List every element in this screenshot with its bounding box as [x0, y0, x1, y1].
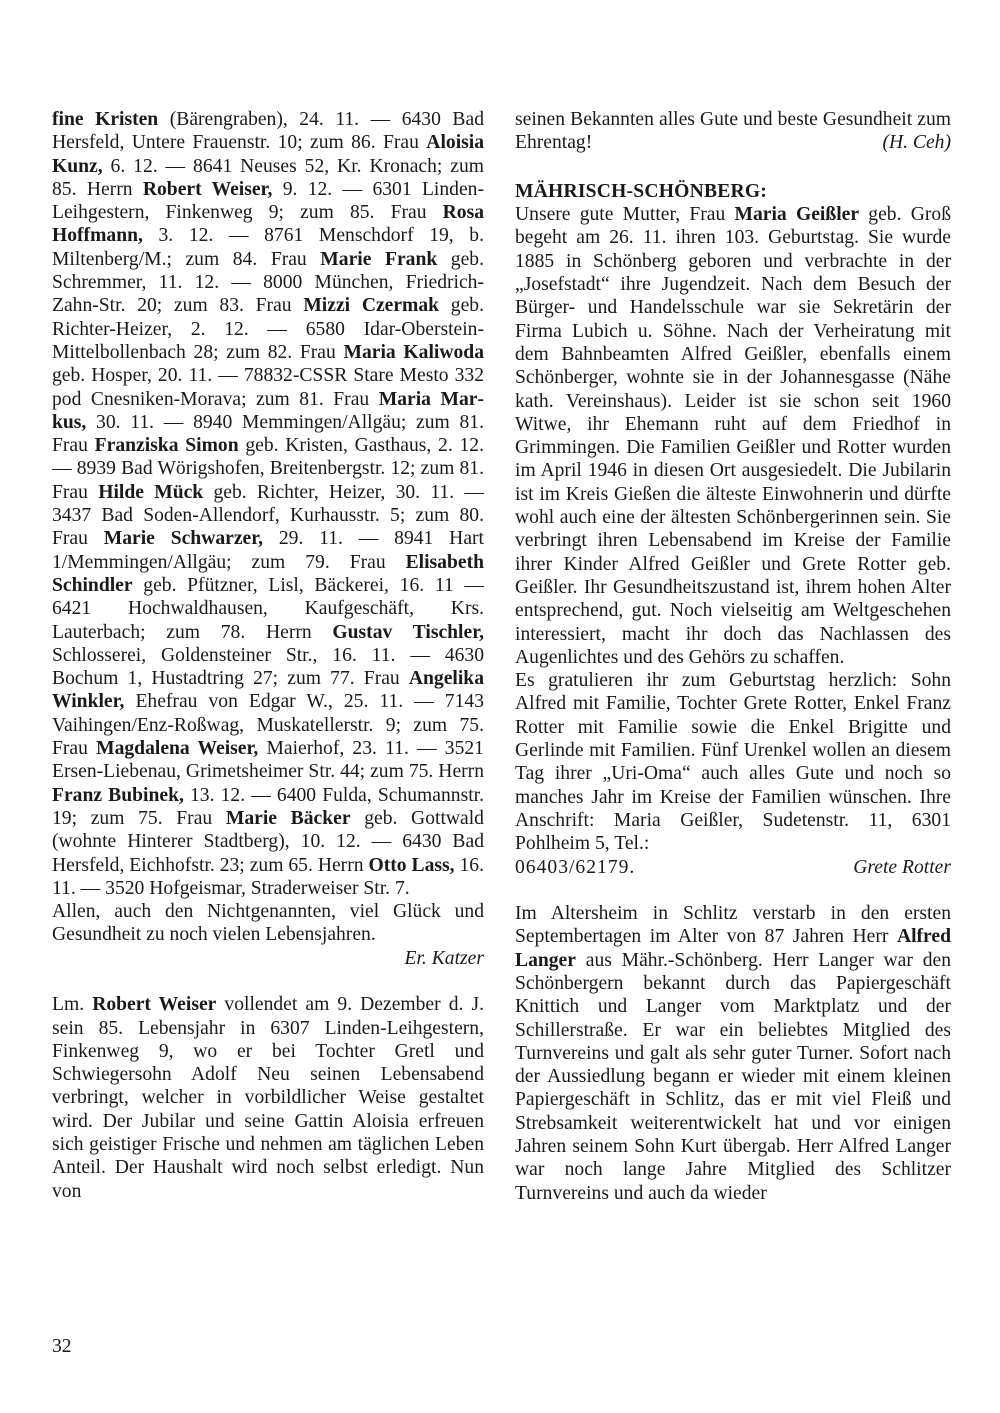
section-heading: MÄHRISCH-SCHÖNBERG: [515, 180, 768, 202]
article-text: vollendet am 9. Dezember d. J. sein 85. Lebensjahr in 6307 Linden-Leihgestern, Finkenweg 9, wo er bei Tochter Gretl und Schwiegersohn Adolf Neu seinen Lebensabend verbringt, welcher in vorbildlicher Weise gestaltet wird. Der Jubilar und seine Gattin Aloisia erfreuen sich geistiger Frische und nehmen am täglichen Leben Anteil. Der Haushalt wird noch selbst erledigt. Nun von [52, 994, 485, 1202]
birthday-details: 30. 11. — 8940 Memmingen/Allgäu; zum 81. Frau [52, 411, 484, 457]
birthday-details: geb. Schremmer, 11. 12. — 8000 München, Friedrich-Zahn-Str. 20; zum 83. Frau [52, 248, 484, 317]
birthday-details: 16. 11. — 3520 Hofgeismar, Straderweiser Str. 7. [52, 854, 484, 899]
article-text: geb. Groß begeht am 26. 11. ihren 103. Geburtstag. Sie wurde 1885 in Schönberg geboren und verbrachte in der „Josefstadt“ ihre Jugendzeit. Nach dem Besuch der Bürger- und Handelsschule war sie Sekretärin der Firma Lubich u. Söhne. Nach der Verheiratung mit dem Bahnbeamten Alfred Geißler, ebenfalls einem Schönberger, wohnte sie in der Johannesgasse (Nähe kath. Vereinshaus). Leider ist sie schon seit 1960 Witwe, ihr Ehemann ruht auf dem Friedhof in Grimmingen. Die Familien Geißler und Rotter wurden im April 1946 in diesen Ort ausgesiedelt. Die Jubilarin ist im Kreis Gießen die älteste Einwohnerin und dürfte wohl auch eine der ältesten Schönbergerinnen sein. Sie verbringt ihren Lebensabend im Kreise der Familie ihrer Kinder Alfred Geißler und Grete Rotter geb. Geißler. Ihr Gesundheitszustand ist, ihrem hohen Alter entsprechend, gut. Noch vielseitig am Weltgeschehen interessiert, macht ihr doch das Nachlassen des Augenlichtes und des Gehörs zu schaffen. [515, 204, 951, 668]
article-intro: Unsere gute Mutter, Frau [515, 204, 735, 226]
continuation-text: seinen Bekannten alles Gute und beste Gesundheit zum Ehrentag! [515, 109, 951, 154]
birthday-details: geb. Kristen, Gasthaus, 2. 12. — 8939 Bad Wörigshofen, Breitenbergstr. 12; zum 81. Frau [52, 435, 484, 503]
birthday-details: 29. 11. — 8941 Hart 1/Memmingen/Allgäu; zum 79. Frau [52, 528, 484, 573]
birthday-name: Otto Lass, [368, 854, 455, 876]
birthday-name: Hilde Mück [98, 481, 204, 503]
person-name: Robert Weiser [92, 994, 217, 1016]
birthday-name: fine Kristen [52, 109, 159, 130]
phone-number: 06403/62179. [515, 856, 636, 878]
birthday-name: Magdalena Weiser, [96, 738, 259, 760]
birthday-name: Maria Markus, [52, 388, 484, 433]
left-column [52, 108, 484, 1203]
langer-article [515, 902, 951, 1205]
geissler-signature: Grete Rotter [853, 856, 951, 878]
birthday-name: Maria Kaliwoda [343, 341, 484, 363]
closing-wishes: Allen, auch den Nichtgenannten, viel Glück und Gesundheit zu noch vielen Lebensjahren. [52, 901, 484, 946]
birthday-details: geb. Pfützner, Lisl, Bäckerei, 16. 11 — 6421 Hochwaldhausen, Kaufgeschäft, Krs. Lauterbach; zum 78. Herrn [52, 574, 484, 643]
birthday-name: Elisabeth Schindler [52, 551, 484, 596]
weiser-signature: (H. Ceh) [882, 132, 951, 154]
birthday-details: geb. Richter, Heizer, 30. 11. — 3437 Bad Soden-Allendorf, Kurhausstr. 5; zum 80. Frau [52, 481, 484, 550]
birthday-name: Angelika Winkler, [52, 668, 484, 713]
birthday-details: Schlosserei, Goldensteiner Str., 16. 11. — 4630 Bochum 1, Hustadtring 27; zum 77. Frau [52, 644, 484, 690]
person-name: Alfred Langer [515, 926, 951, 971]
person-name: Maria Geißler [734, 204, 860, 226]
article-text: aus Mähr.-Schönberg. Herr Langer war den Schönbergern bekannt durch das Papiergeschäft Knittich und Langer vom Marktplatz und der Schillerstraße. Er war ein beliebtes Mitglied des Turnvereins und galt als sehr guter Turner. Sofort nach der Aussiedlung begann er wieder mit einem kleinen Papiergeschäft in Schlitz, das er mit viel Fleiß und Strebsamkeit weiterentwickelt hat und vor einigen Jahren seinem Sohn Kurt übergab. Herr Alfred Langer war noch lange Jahre Mitglied des Schlitzer Turnvereins und auch da wieder [515, 949, 951, 1204]
birthday-details: 13. 12. — 6400 Fulda, Schumannstr. 19; zum 75. Frau [52, 784, 484, 829]
birthday-name: Rosa Hoffmann, [52, 202, 484, 247]
birthday-name: Robert Weiser, [142, 178, 273, 200]
right-column [515, 108, 951, 1205]
birthday-name: Marie Frank [320, 248, 438, 270]
birthday-details: geb. Hosper, 20. 11. — 78832-CSSR Stare Mesto 332 pod Cnesniken-Morava; zum 81. Frau [52, 365, 484, 410]
birthday-details: 3. 12. — 8761 Menschdorf 19, b. Miltenberg/M.; zum 84. Frau [52, 225, 484, 270]
closing-signature: Er. Katzer [404, 947, 484, 969]
birthday-details: geb. Gottwald (wohnte Hinterer Stadtberg), 10. 12. — 6430 Bad Hersfeld, Eichhofstr. 23; zum 65. Herrn [52, 807, 484, 876]
birthday-name: Franziska Simon [94, 435, 239, 457]
birthday-details: Maierhof, 23. 11. — 3521 Ersen-Liebenau, Grimetsheimer Str. 44; zum 75. Herrn [52, 738, 484, 783]
birthday-details: 6. 12. — 8641 Neuses 52, Kr. Kronach; zum 85. Herrn [52, 155, 484, 200]
birthday-name: Franz Bubinek, [52, 784, 184, 806]
birthday-name: Marie Schwarzer, [103, 528, 264, 550]
weiser-article [52, 993, 484, 1203]
phone-signature-line [515, 856, 951, 879]
birthday-list [52, 108, 484, 900]
birthday-details: Ehefrau von Edgar W., 25. 11. — 7143 Vaihingen/Enz-Roßwag, Muskatellerstr. 9; zum 75. Frau [52, 691, 484, 760]
birthday-name: Marie Bäcker [225, 807, 351, 829]
page-number: 32 [52, 1336, 72, 1357]
geissler-article-body [515, 203, 951, 669]
birthday-name: Gustav Tischler, [332, 621, 484, 643]
birthday-details: (Bärengraben), 24. 11. — 6430 Bad Hersfeld, Untere Frauenstr. 10; zum 86. Frau [52, 109, 484, 154]
article-intro: Im Altersheim in Schlitz verstarb in den ersten Septembertagen im Alter von 87 Jahren Herr [515, 903, 951, 948]
geissler-congratulations: Es gratulieren ihr zum Geburtstag herzlich: Sohn Alfred mit Familie, Tochter Grete Rotter, Enkel Franz Rotter mit Familie sowie die Enkel Brigitte und Gerlinde mit Familien. Fünf Urenkel wollen an diesem Tag ihrer „Uri-Oma“ auch alles Gute und noch so manches Jahr im Kreise der Familien wünschen. Ihre Anschrift: Maria Geißler, Sudetenstr. 11, 6301 Pohlheim 5, Tel.: [515, 670, 951, 855]
birthday-name: Mizzi Czermak [303, 295, 440, 317]
article-prefix: Lm. [52, 994, 93, 1016]
birthday-name: Aloisia Kunz, [52, 132, 484, 177]
birthday-details: geb. Richter-Heizer, 2. 12. — 6580 Idar-Oberstein-Mittelbollenbach 28; zum 82. Frau [52, 295, 484, 363]
birthday-details: 9. 12. — 6301 Linden-Leihgestern, Finkenweg 9; zum 85. Frau [52, 178, 484, 224]
